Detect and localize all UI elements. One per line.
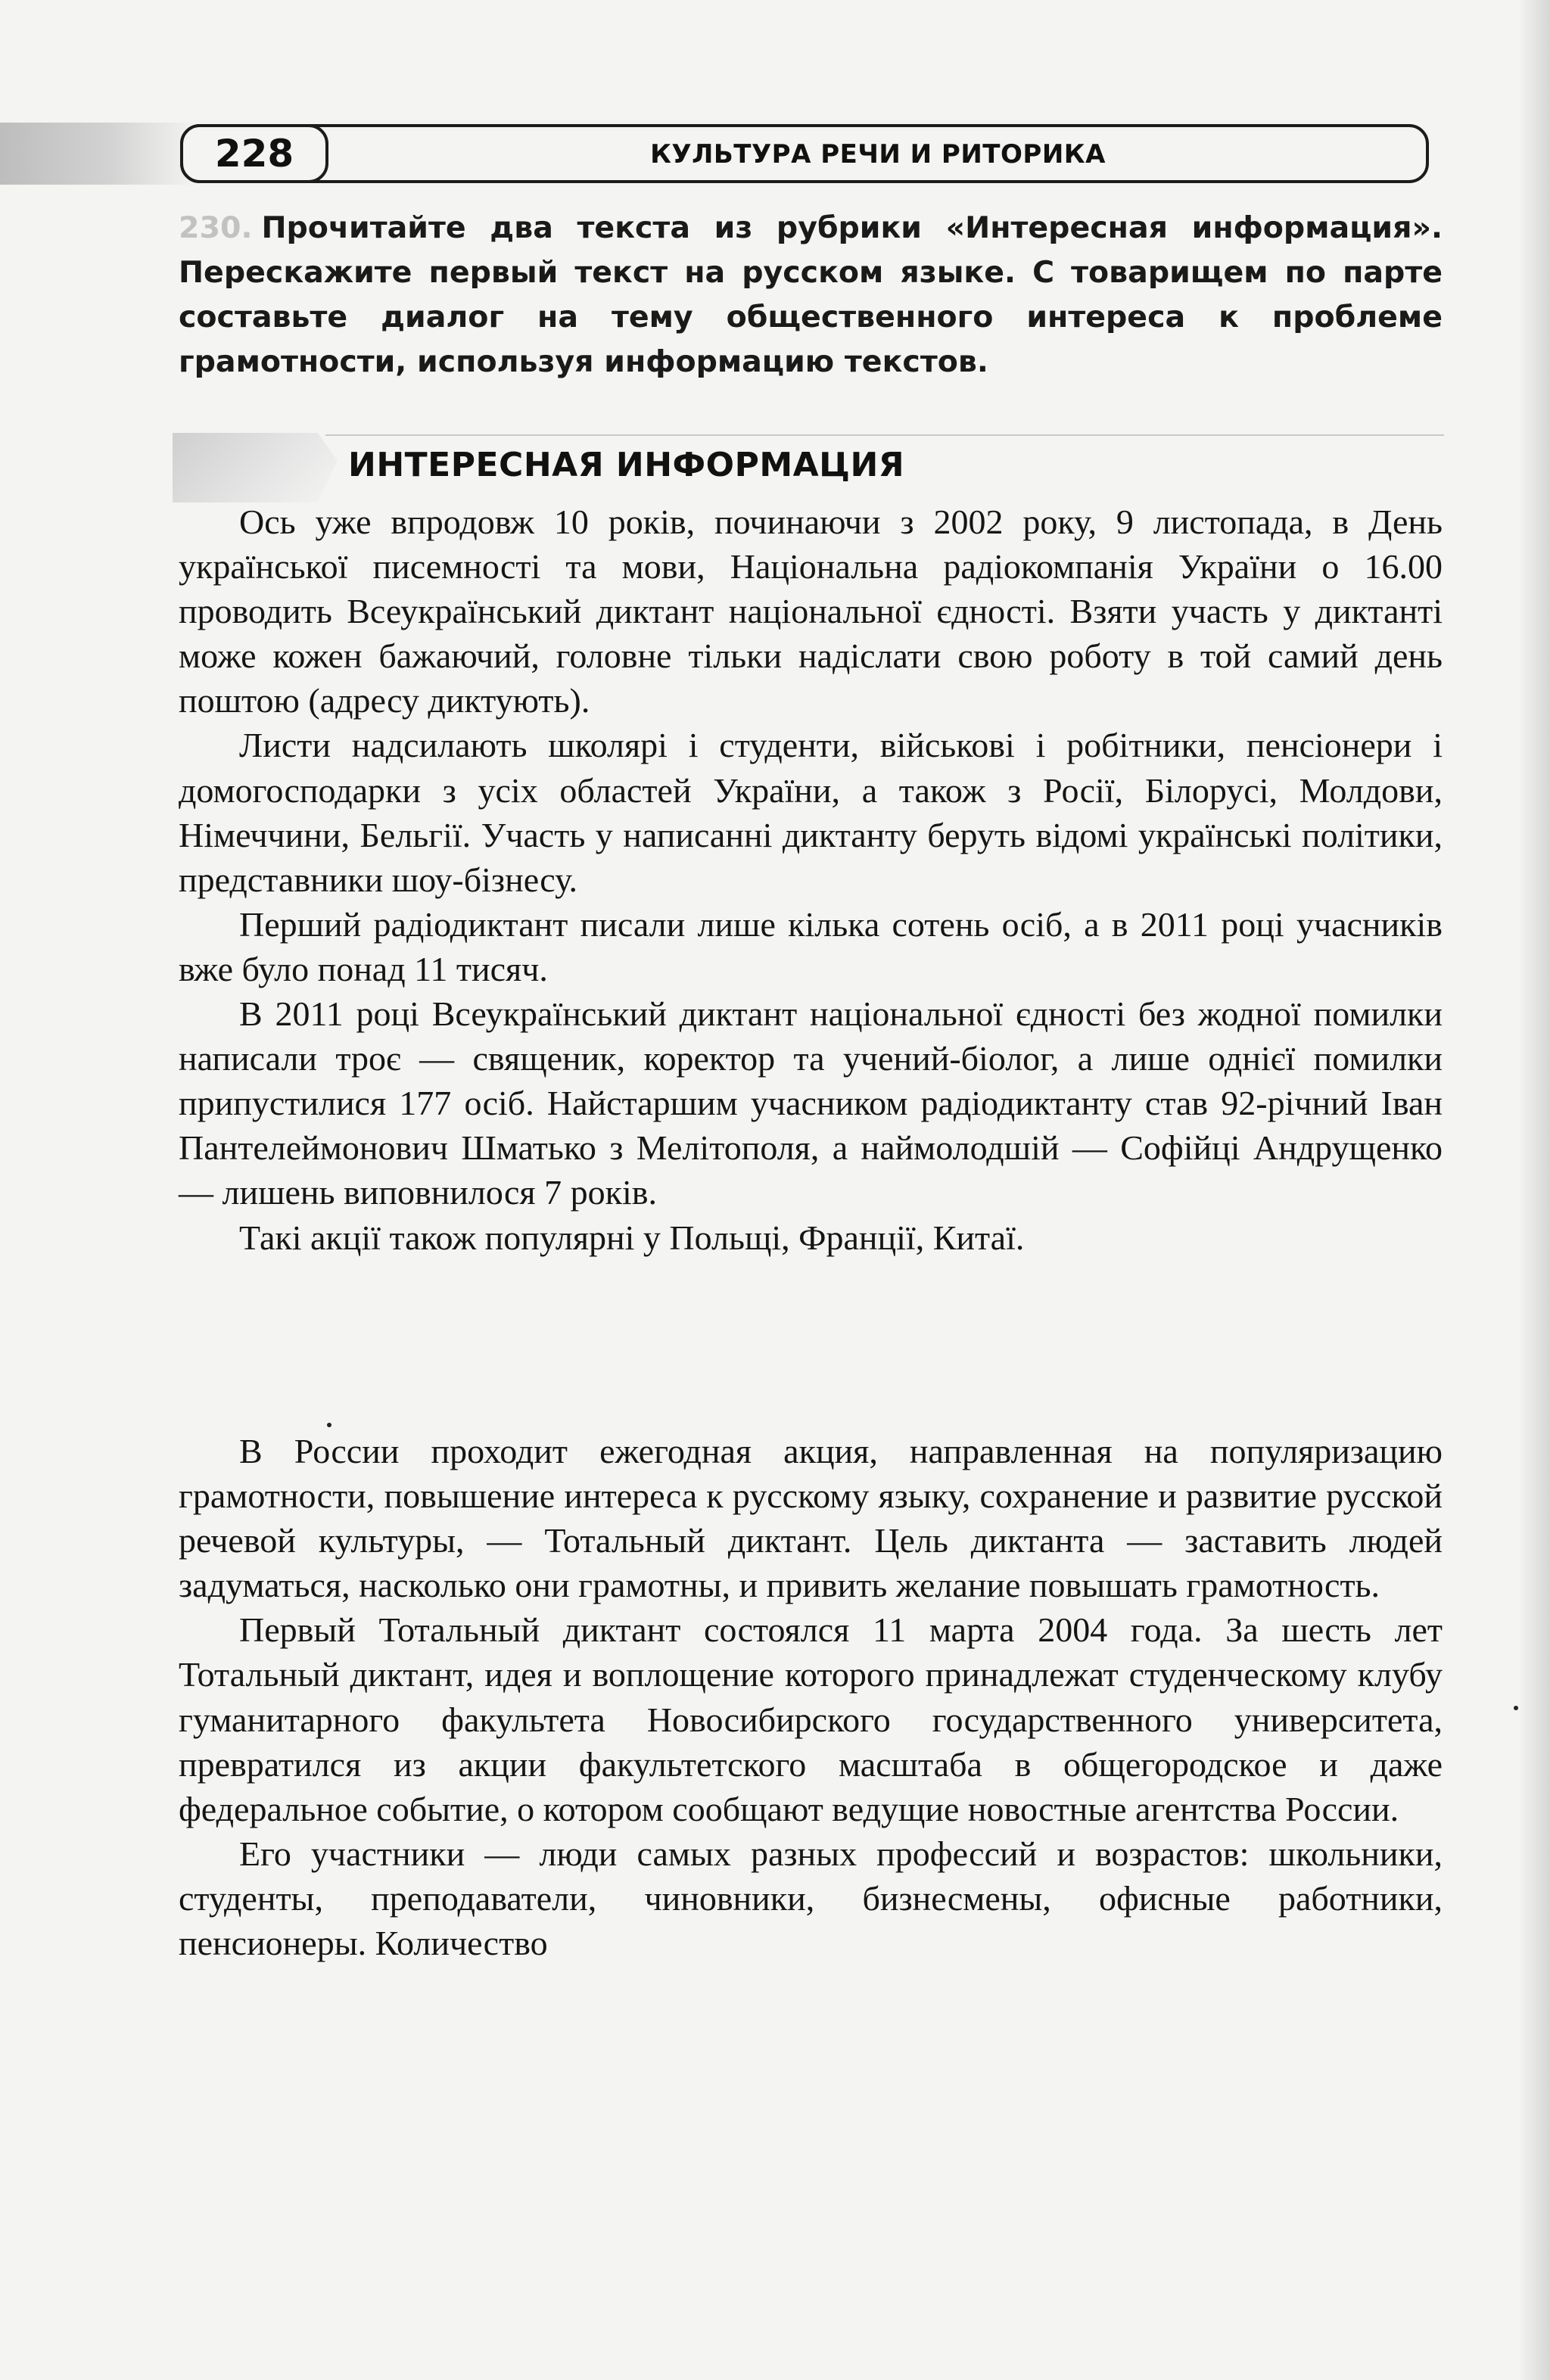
exercise-task [179, 206, 1443, 384]
exercise-text: Прочитайте два текста из рубрики «Интересная информация». Перескажите первый текст на русском языке. С товарищем по парте составьте диалог на тему общественного интереса к проблеме грамотности, используя информацию текстов. [179, 210, 1443, 379]
section-heading: ИНТЕРЕСНАЯ ИНФОРМАЦИЯ [348, 446, 905, 484]
header-band [0, 123, 197, 185]
paragraph: Ось уже впродовж 10 років, починаючи з 2002 року, 9 листопада, в День української писемності та мови, Національна радіокомпанія України о 16.00 проводить Всеукраїнський диктант національної єдності. Взяти участь у диктанті може кожен бажаючий, головне тільки надіслати свою роботу в той самий день поштою (адресу диктують). [179, 502, 1443, 720]
print-speck [327, 1423, 331, 1427]
paragraph: Такі акції також популярні у Польщі, Франції, Китаї. [239, 1218, 1025, 1257]
page-number: 228 [180, 124, 328, 183]
paragraph: В России проходит ежегодная акция, направленная на популяризацию грамотности, повышение интереса к русскому языку, сохранение и развитие русской речевой культуры, — Тотальный диктант. Цель диктанта — заставить людей задуматься, насколько они грамотны, и привить желание повышать грамотность. [179, 1432, 1443, 1605]
text-russian [179, 1429, 1443, 1965]
paragraph: В 2011 році Всеукраїнський диктант національної єдності без жодної помилки написали троє — священик, коректор та учений-біолог, а лише однієї помилки припустилися 177 осіб. Найстаршим учасником радіодиктанту став 92-річний Іван Пантелеймонович Шматько з Мелітополя, а наймолодшій — Софійці Андрущенко — лишень виповнилося 7 років. [179, 994, 1443, 1212]
exercise-number: 230. [179, 210, 253, 245]
paragraph: Его участники — люди самых разных профессий и возрастов: школьники, студенты, преподаватели, чиновники, бизнесмены, офисные работники, пенсионеры. Количество [179, 1834, 1443, 1963]
heading-rule [325, 434, 1444, 436]
paragraph: Перший радіодиктант писали лише кілька сотень осіб, а в 2011 році учасників вже було понад 11 тисяч. [179, 904, 1443, 988]
print-speck [1514, 1706, 1518, 1710]
text-ukrainian [179, 499, 1443, 1260]
running-title: КУЛЬТУРА РЕЧИ И РИТОРИКА [650, 139, 1106, 170]
paragraph: Первый Тотальный диктант состоялся 11 марта 2004 года. За шесть лет Тотальный диктант, идея и воплощение которого принадлежат студенческому клубу гуманитарного факультета Новосибирского государственного университета, превратился из акции факультетского масштаба в общегородское и даже федеральное событие, о котором сообщают ведущие новостные агентства России. [179, 1610, 1443, 1828]
info-rubric-icon [173, 433, 338, 502]
page-edge-shadow [1518, 0, 1550, 2380]
paragraph: Листи надсилають школярі і студенти, військові і робітники, пенсіонери і домогосподарки з усіх областей України, а також з Росії, Білорусі, Молдови, Німеччини, Бельгії. Участь у написанні диктанту беруть відомі українські політики, представники шоу-бізнесу. [179, 726, 1443, 899]
